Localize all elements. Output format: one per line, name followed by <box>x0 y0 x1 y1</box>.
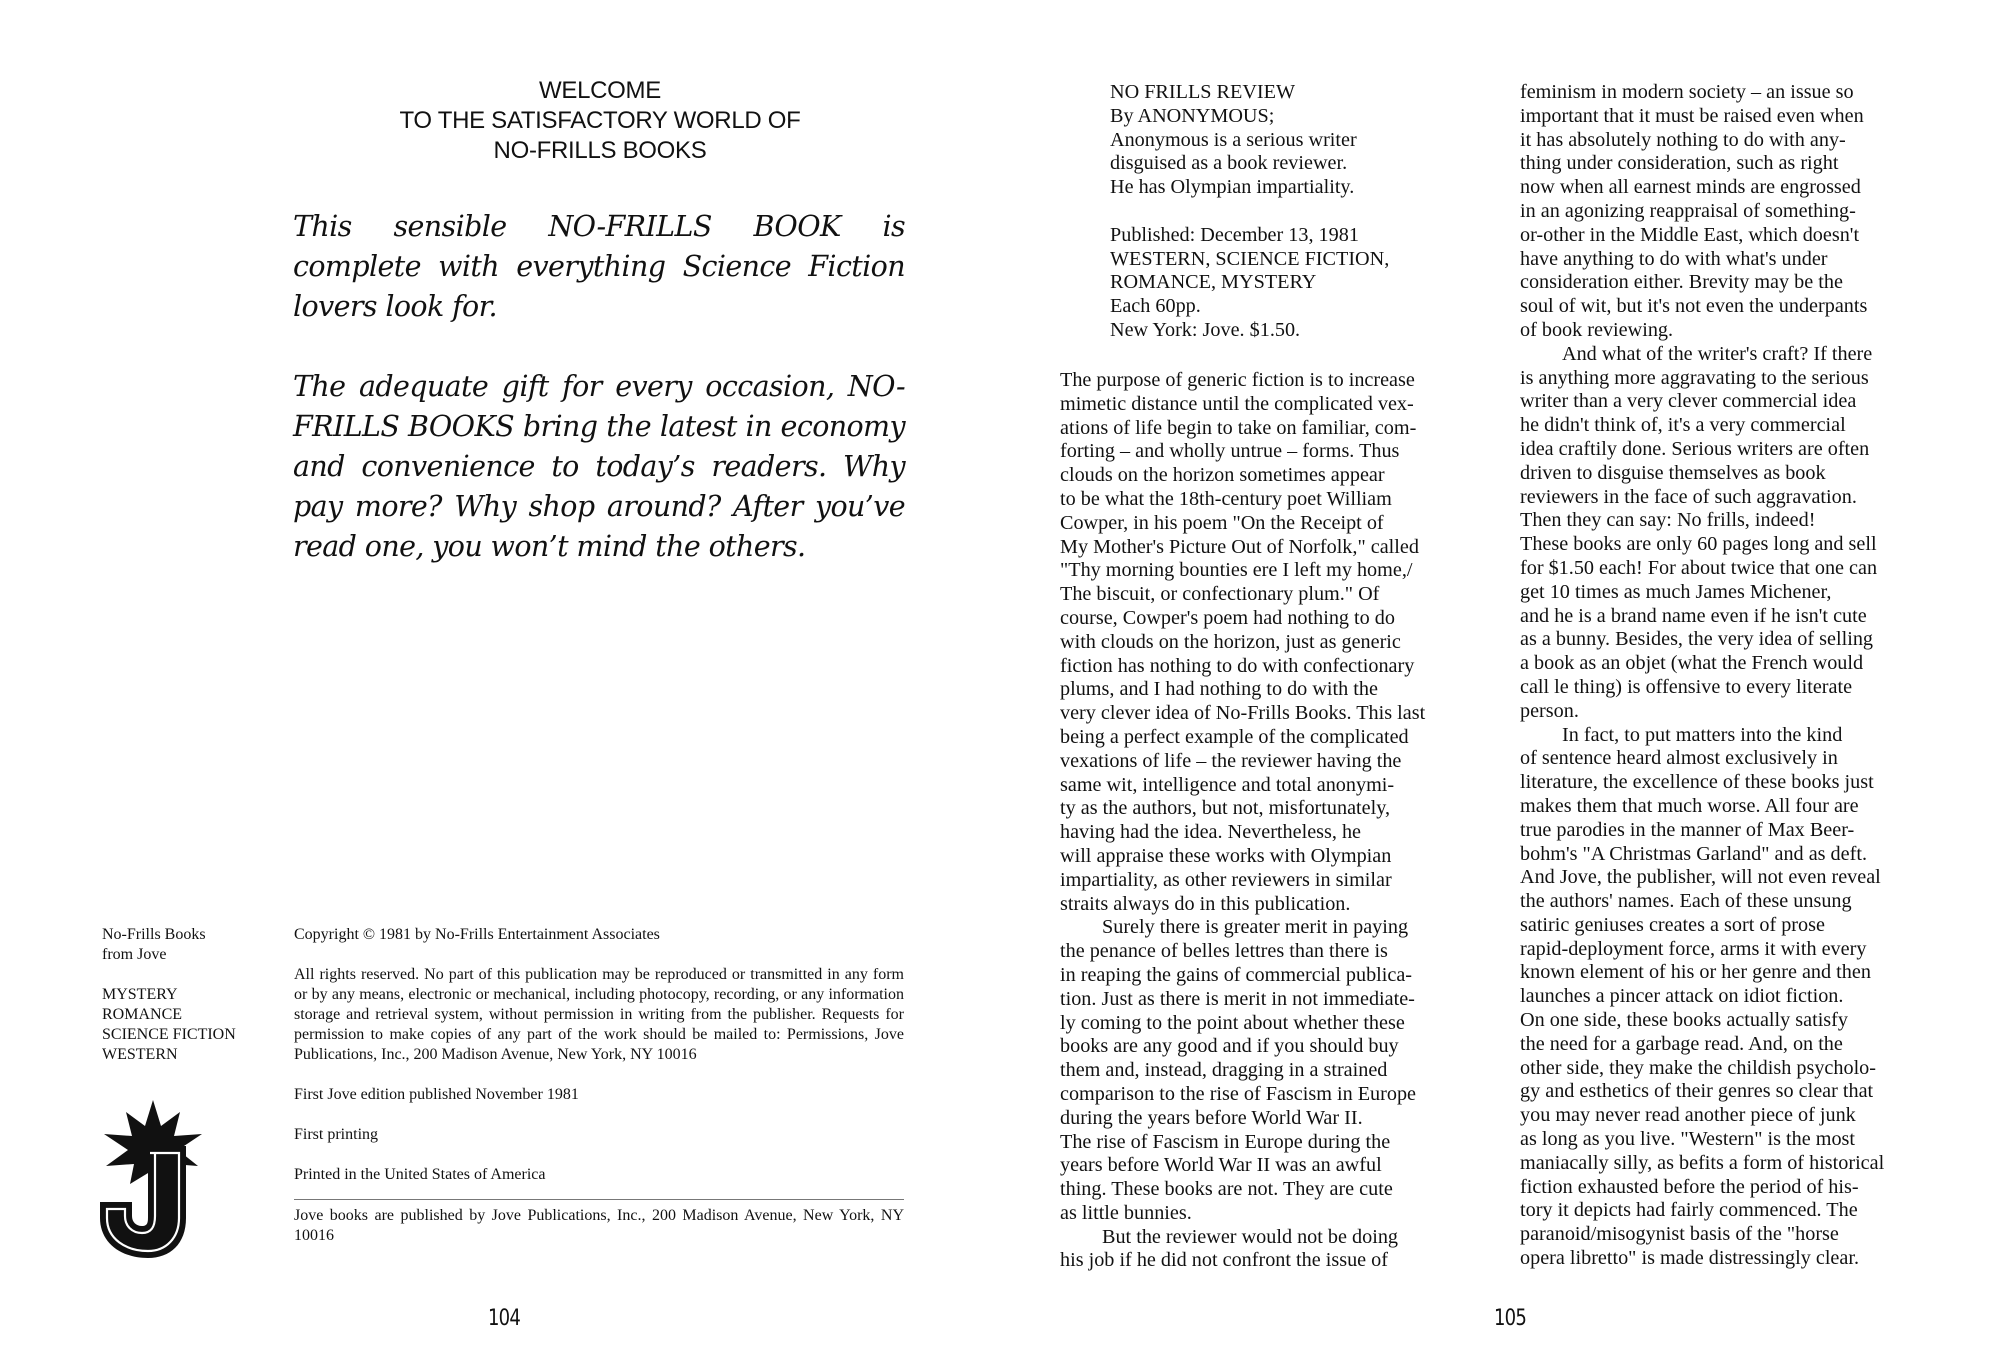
review-text-line: writer than a very clever commercial idea <box>1520 390 1857 413</box>
publisher-price: New York: Jove. $1.50. <box>1110 318 1301 341</box>
review-text-line: plums, and I had nothing to do with the <box>1060 678 1378 701</box>
page-count: Each 60pp. <box>1110 295 1201 318</box>
review-text-line: The rise of Fascism in Europe during the <box>1060 1130 1391 1153</box>
review-text-line: paranoid/misogynist basis of the "horse <box>1520 1223 1839 1246</box>
publication-date: Published: December 13, 1981 <box>1110 223 1359 246</box>
review-text-line: ations of life begin to take on familiar, com- <box>1060 416 1417 439</box>
review-text-line: true parodies in the manner of Max Beer- <box>1520 818 1855 841</box>
genre-item: MYSTERY <box>102 986 178 1003</box>
review-text-line: literature, the excellence of these books just <box>1520 771 1874 794</box>
review-text-line: you may never read another piece of junk <box>1520 1104 1856 1127</box>
edition-line: First Jove edition published November 1981 <box>294 1086 579 1103</box>
review-text-line: other side, they make the childish psycholo- <box>1520 1056 1877 1079</box>
review-text-line: thing. These books are not. They are cute <box>1060 1178 1393 1201</box>
rights-statement: All rights reserved. No part of this publication may be reproduced or transmitted in any form or by any means, electronic or mechanical, including photocopy, recording, or any information storage and retrieval system, without permission in writing from the publisher. Requests for permission to make copies of any part of the work should be mailed to: Permissions, Jove Publications, Inc., 200 Madison Avenue, New York, NY 10016 <box>294 966 904 1063</box>
printed-in-line: Printed in the United States of America <box>294 1166 546 1183</box>
review-text-line: And what of the writer's craft? If there <box>1562 342 1873 365</box>
review-header <box>1110 81 1490 200</box>
review-text-line: comparison to the rise of Fascism in Europe <box>1060 1082 1417 1105</box>
welcome-heading-line: TO THE SATISFACTORY WORLD OF <box>399 107 801 134</box>
review-text-line: is anything more aggravating to the serious <box>1520 366 1869 389</box>
review-text-line: fiction has nothing to do with confectionary <box>1060 654 1415 677</box>
review-text-line: now when all earnest minds are engrossed <box>1520 176 1861 199</box>
review-text-line: call le thing) is offensive to every literate <box>1520 675 1853 698</box>
review-text-line: during the years before World War II. <box>1060 1106 1363 1129</box>
review-text-line: in an agonizing reappraisal of something- <box>1520 199 1856 222</box>
page-number: 105 <box>1494 1306 1526 1331</box>
genre-item: WESTERN <box>102 1046 178 1063</box>
review-text-line: launches a pincer attack on idiot fiction. <box>1520 985 1844 1008</box>
review-text-line: course, Cowper's poem had nothing to do <box>1060 606 1395 629</box>
review-text-line: have anything to do with what's under <box>1520 247 1828 270</box>
review-text-line: the authors' names. Each of these unsung <box>1520 890 1852 913</box>
review-text-line: Surely there is greater merit in paying <box>1102 916 1409 939</box>
review-text-line: reviewers in the face of such aggravation. <box>1520 485 1857 508</box>
genre-item: ROMANCE <box>102 1006 183 1023</box>
jove-star-j-logo-icon <box>98 1100 208 1260</box>
review-text-line: for $1.50 each! For about twice that one can <box>1520 556 1878 579</box>
series-name <box>102 925 262 965</box>
review-text-line: the penance of belles lettres than there is <box>1060 940 1388 963</box>
review-text-line: And Jove, the publisher, will not even reveal <box>1520 866 1881 889</box>
review-text-line: The purpose of generic fiction is to increase <box>1060 369 1415 391</box>
review-text-line: having had the idea. Nevertheless, he <box>1060 821 1362 844</box>
review-text-line: tion. Just as there is merit in not immediate- <box>1060 987 1415 1010</box>
review-column-one <box>1060 81 1490 1272</box>
review-text-line: gy and esthetics of their genres so clear that <box>1520 1080 1874 1103</box>
review-text-line: books are any good and if you should buy <box>1060 1035 1399 1058</box>
imprint-sidebar <box>102 925 262 1085</box>
review-text-line: he didn't think of, it's a very commercial <box>1520 414 1846 437</box>
blurb-paragraph: The adequate gift for every occasion, NO-FRILLS BOOKS bring the latest in economy and convenience to today’s readers. Why pay more? Why shop around? After you’ve read one, you won’t mind the others. <box>293 370 905 563</box>
review-text-line: On one side, these books actually satisfy <box>1520 1009 1848 1032</box>
review-bio-line: He has Olympian impartiality. <box>1110 176 1355 199</box>
review-text-line: of book reviewing. <box>1520 318 1674 341</box>
review-text-line: makes them that much worse. All four are <box>1520 794 1859 817</box>
review-text-line: or-other in the Middle East, which doesn't <box>1520 223 1860 246</box>
review-text-line: with clouds on the horizon, just as generic <box>1060 630 1401 653</box>
review-text-line: being a perfect example of the complicated <box>1060 725 1409 748</box>
review-text-line: it has absolutely nothing to do with any- <box>1520 128 1846 151</box>
review-text-line: as long as you live. "Western" is the most <box>1520 1128 1856 1151</box>
review-metadata <box>1110 224 1490 343</box>
review-title: NO FRILLS REVIEW <box>1110 81 1296 103</box>
review-text-line: as a bunny. Besides, the very idea of selling <box>1520 628 1874 651</box>
review-text-line: them and, instead, dragging in a strained <box>1060 1059 1388 1082</box>
review-bio-line: disguised as a book reviewer. <box>1110 152 1348 175</box>
review-text-line: ty as the authors, but not, misfortunately, <box>1060 797 1391 820</box>
genre-list <box>102 985 262 1065</box>
review-text-line: person. <box>1520 699 1579 722</box>
review-text-line: soul of wit, but it's not even the underpants <box>1520 295 1868 318</box>
genres-line: ROMANCE, MYSTERY <box>1110 271 1317 294</box>
welcome-heading-line: NO-FRILLS BOOKS <box>493 137 707 164</box>
series-line: from Jove <box>102 946 167 963</box>
review-text-line: feminism in modern society – an issue so <box>1520 81 1854 103</box>
review-text-line: impartiality, as other reviewers in similar <box>1060 868 1392 891</box>
copyright-line: Copyright © 1981 by No-Frills Entertainment Associates <box>294 926 660 943</box>
review-text-line: his job if he did not confront the issue of <box>1060 1249 1388 1272</box>
review-text-line: thing under consideration, such as right <box>1520 152 1839 175</box>
right-page <box>1000 0 2000 1358</box>
review-text-line: Then they can say: No frills, indeed! <box>1520 509 1816 532</box>
review-text-line: straits always do in this publication. <box>1060 892 1351 915</box>
review-text-line: consideration either. Brevity may be the <box>1520 271 1843 294</box>
review-text-line: fiction exhausted before the period of his- <box>1520 1175 1859 1198</box>
review-text-line: important that it must be raised even when <box>1520 104 1864 127</box>
review-text-line: in reaping the gains of commercial publica- <box>1060 963 1413 986</box>
review-text-line: ly coming to the point about whether these <box>1060 1011 1405 1034</box>
review-bio-line: Anonymous is a serious writer <box>1110 128 1357 151</box>
review-byline: By ANONYMOUS; <box>1110 104 1275 127</box>
review-text-line: to be what the 18th-century poet William <box>1060 487 1392 510</box>
review-text-line: of sentence heard almost exclusively in <box>1520 747 1838 770</box>
review-text-line: forting – and wholly untrue – forms. Thus <box>1060 440 1400 463</box>
review-text-line: The biscuit, or confectionary plum." Of <box>1060 583 1380 606</box>
genre-item: SCIENCE FICTION <box>102 1026 236 1043</box>
review-text-line: maniacally silly, as befits a form of historical <box>1520 1151 1885 1174</box>
welcome-heading-line: WELCOME <box>539 77 661 104</box>
review-text-line: Cowper, in his poem "On the Receipt of <box>1060 511 1384 534</box>
review-body-column-one <box>1060 369 1460 1273</box>
review-text-line: known element of his or her genre and then <box>1520 961 1871 984</box>
review-text-line: tory it depicts had fairly commenced. The <box>1520 1199 1858 1222</box>
review-text-line: idea craftily done. Serious writers are often <box>1520 437 1870 460</box>
review-text-line: mimetic distance until the complicated vex- <box>1060 392 1414 415</box>
review-text-line: rapid-deployment force, arms it with every <box>1520 937 1867 960</box>
review-text-line: "Thy morning bounties ere I left my home,/ <box>1060 559 1413 582</box>
review-text-line: the need for a garbage read. And, on the <box>1520 1032 1843 1055</box>
series-line: No-Frills Books <box>102 926 206 943</box>
blurb-paragraph: This sensible NO-FRILLS BOOK is complete with everything Science Fiction lovers look for. <box>293 210 905 323</box>
review-text-line: and he is a brand name even if he isn't cute <box>1520 604 1867 627</box>
review-text-line: In fact, to put matters into the kind <box>1562 723 1843 746</box>
review-text-line: a book as an objet (what the French would <box>1520 652 1864 675</box>
review-text-line: as little bunnies. <box>1060 1201 1192 1224</box>
welcome-heading <box>340 76 860 166</box>
review-text-line: clouds on the horizon sometimes appear <box>1060 464 1385 487</box>
printing-line: First printing <box>294 1126 379 1143</box>
page-number: 104 <box>488 1306 520 1331</box>
promo-blurb <box>293 207 905 607</box>
review-text-line: same wit, intelligence and total anonymi- <box>1060 773 1395 796</box>
review-text-line: But the reviewer would not be doing <box>1102 1225 1399 1248</box>
review-text-line: get 10 times as much James Michener, <box>1520 580 1832 603</box>
review-text-line: bohm's "A Christmas Garland" and as deft. <box>1520 842 1867 865</box>
review-text-line: driven to disguise themselves as book <box>1520 461 1826 484</box>
review-text-line: These books are only 60 pages long and sell <box>1520 533 1877 556</box>
review-text-line: satiric geniuses creates a sort of prose <box>1520 913 1825 936</box>
copyright-block <box>294 925 904 1246</box>
review-column-two <box>1520 81 1930 1271</box>
review-text-line: will appraise these works with Olympian <box>1060 844 1392 867</box>
review-text-line: very clever idea of No-Frills Books. This last <box>1060 702 1426 725</box>
review-text-line: My Mother's Picture Out of Norfolk," called <box>1060 535 1419 558</box>
divider-rule <box>294 1199 904 1200</box>
genres-line: WESTERN, SCIENCE FICTION, <box>1110 247 1390 270</box>
review-text-line: opera libretto" is made distressingly clear. <box>1520 1247 1859 1270</box>
review-text-line: vexations of life – the reviewer having the <box>1060 749 1402 772</box>
publisher-note: Jove books are published by Jove Publications, Inc., 200 Madison Avenue, New York, NY 10016 <box>294 1207 904 1244</box>
review-text-line: years before World War II was an awful <box>1060 1154 1382 1177</box>
